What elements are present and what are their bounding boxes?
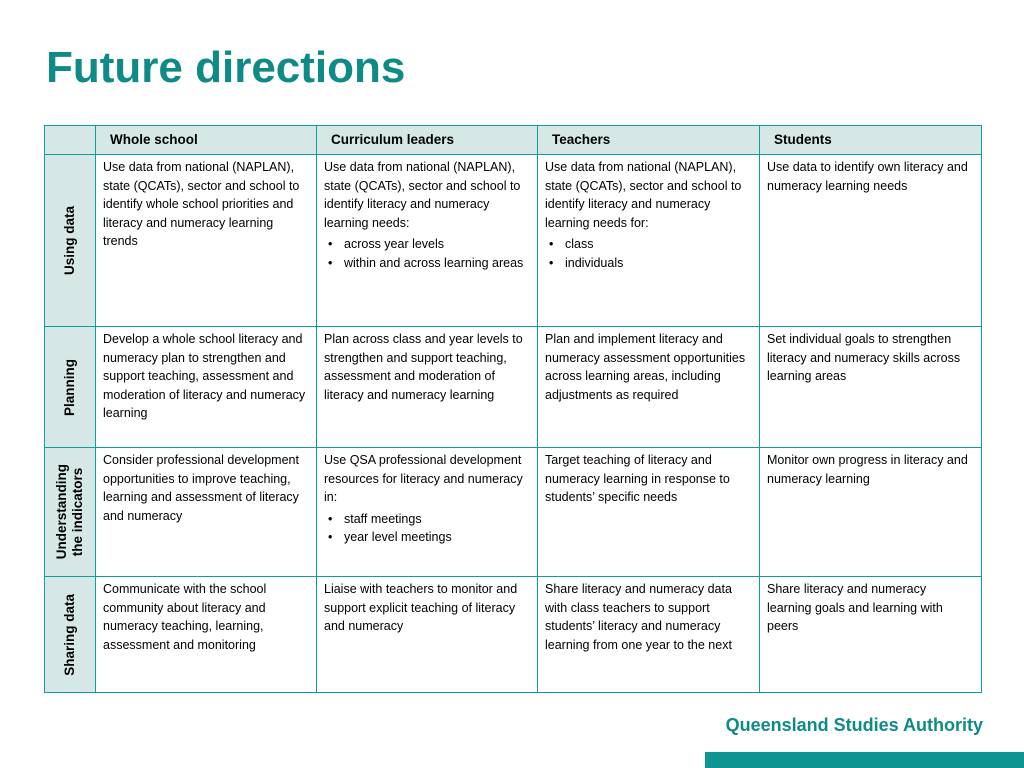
bullet-item: • individuals [565,254,752,273]
bullet-item: • year level meetings [344,528,530,547]
future-directions-table [44,125,982,693]
table-cell [317,155,538,327]
table-cell [96,155,317,327]
header-row [45,126,982,155]
row-header-planning [45,327,96,448]
table-cell [760,327,982,448]
cell-text: Use data to identify own literacy and numeracy learning needs [767,160,968,193]
row-header-understanding-the-indicators [45,448,96,577]
table-cell [538,327,760,448]
row-header-using-data [45,155,96,327]
table-row-planning [45,327,982,448]
footer-accent-bar [705,752,1024,768]
column-header-students: Students [760,126,982,155]
row-label: Planning [62,358,77,416]
table-cell [96,448,317,577]
cell-text: Develop a whole school literacy and numeracy plan to strengthen and support teaching, assessment and moderation of literacy and numeracy learning [103,332,306,421]
cell-text: Plan and implement literacy and numeracy assessment opportunities across learning areas, including adjustments as required [545,332,746,402]
bullet-list [324,510,530,547]
cell-text: Use QSA professional development resources for literacy and numeracy in: [324,453,523,505]
row-header-sharing-data [45,577,96,693]
cell-text: Communicate with the school community about literacy and numeracy teaching, learning, assessment and monitoring [103,582,267,652]
column-header-whole-school: Whole school [96,126,317,155]
column-header-teachers: Teachers [538,126,760,155]
table-cell [760,155,982,327]
cell-text: Target teaching of literacy and numeracy learning in response to students’ specific needs [545,453,730,505]
cell-text: Share literacy and numeracy data with class teachers to support students’ literacy and numeracy learning from one year to the next [545,582,732,652]
table-cell [760,577,982,693]
row-label [54,464,86,559]
bullet-item: • staff meetings [344,510,530,529]
table-row-using-data [45,155,982,327]
table-cell [96,327,317,448]
row-label-line: Understanding [54,464,69,560]
corner-cell [45,126,96,155]
qsa-logo: Queensland Studies Authority [725,715,983,735]
table-cell [96,577,317,693]
bullet-item: • within and across learning areas [344,254,530,273]
bullet-item: • across year levels [344,235,530,254]
table-cell [760,448,982,577]
table-cell [317,577,538,693]
row-label: Sharing data [62,593,77,676]
table-row-sharing-data [45,577,982,693]
table-cell [538,155,760,327]
cell-text: Consider professional development opportunities to improve teaching, learning and assessment of literacy and numeracy [103,453,299,523]
column-header-curriculum-leaders: Curriculum leaders [317,126,538,155]
bullet-list [545,235,752,272]
cell-text: Use data from national (NAPLAN), state (QCATs), sector and school to identify literacy and numeracy learning needs for: [545,160,742,230]
cell-text: Use data from national (NAPLAN), state (QCATs), sector and school to identify literacy and numeracy learning needs: [324,160,521,230]
cell-text: Share literacy and numeracy learning goals and learning with peers [767,582,943,634]
bullet-list [324,235,530,272]
cell-text: Monitor own progress in literacy and numeracy learning [767,453,968,486]
cell-text: Use data from national (NAPLAN), state (QCATs), sector and school to identify whole school priorities and literacy and numeracy learning trends [103,160,300,249]
cell-text: Set individual goals to strengthen literacy and numeracy skills across learning areas [767,332,961,384]
table-cell [317,448,538,577]
bullet-item: • class [565,235,752,254]
table-cell [538,577,760,693]
slide-title: Future directions [46,43,406,92]
table-cell [538,448,760,577]
table-cell [317,327,538,448]
row-label-line: the indicators [70,467,85,557]
row-label: Using data [62,205,77,275]
cell-text: Liaise with teachers to monitor and support explicit teaching of literacy and numeracy [324,582,518,634]
table-row-understanding-the-indicators [45,448,982,577]
cell-text: Plan across class and year levels to strengthen and support teaching, assessment and moderation of literacy and numeracy learning [324,332,523,402]
